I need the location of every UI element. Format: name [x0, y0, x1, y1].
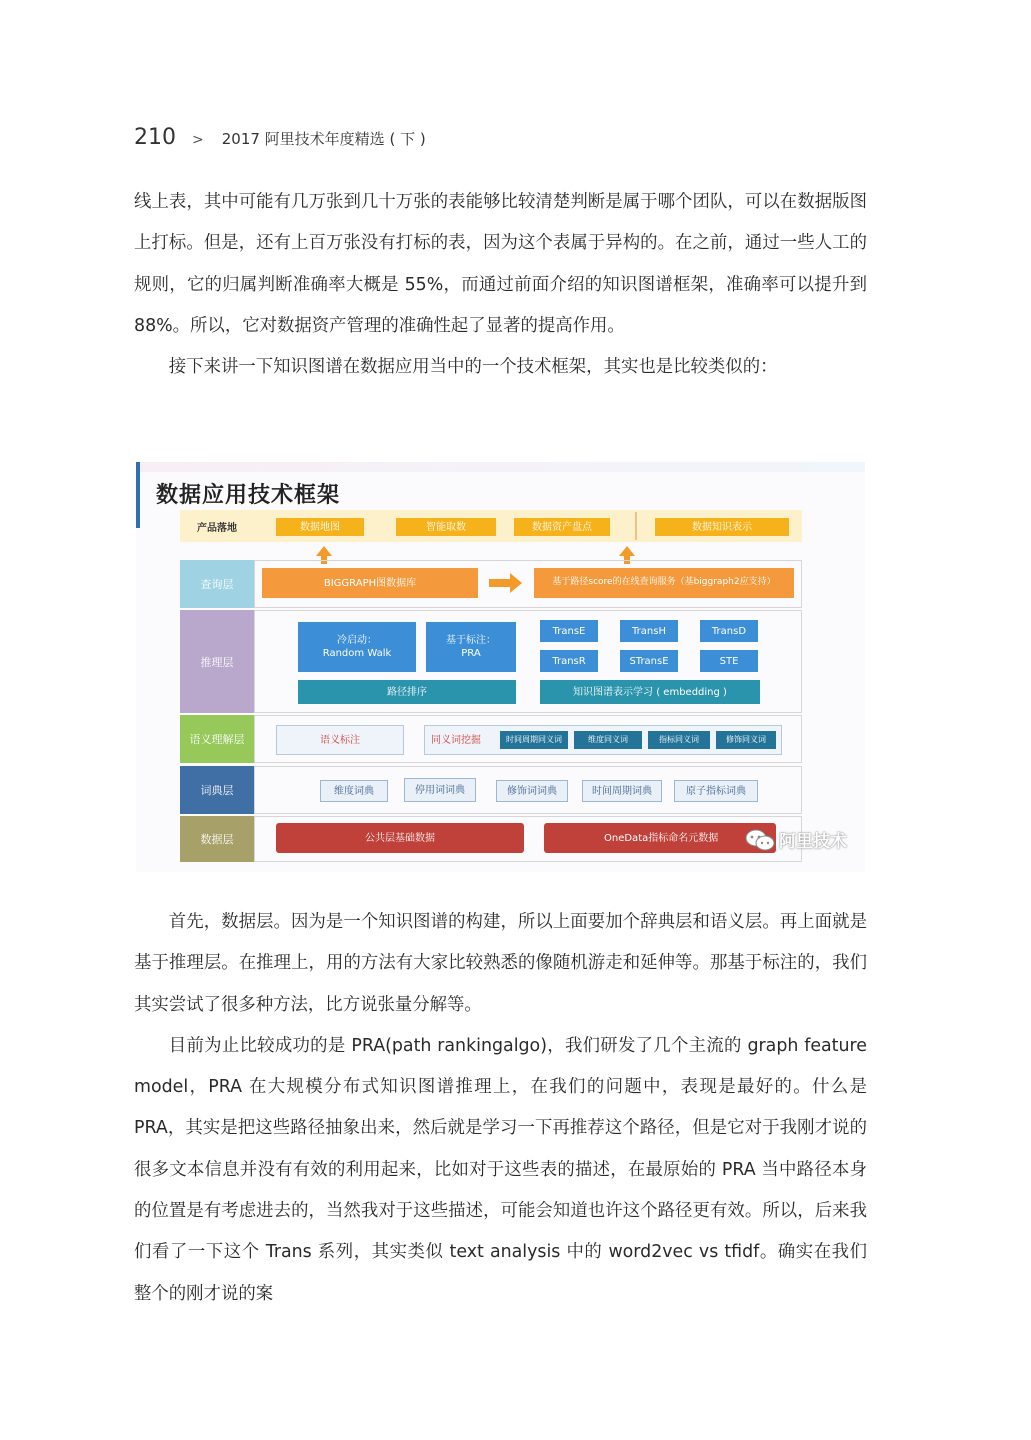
semantic-layer-label: 语义理解层: [180, 715, 254, 763]
dictionary-item: 时间周期词典: [582, 780, 662, 802]
knowledge-graph-embedding: 知识图谱表示学习 ( embedding ): [540, 680, 760, 704]
watermark-text: 阿里技术: [779, 832, 847, 852]
synonym-item: 维度同义词: [574, 731, 642, 749]
dictionary-item: 维度词典: [320, 780, 388, 802]
data-layer-label: 数据层: [180, 816, 254, 862]
product-row: [180, 510, 802, 542]
arrow-right-icon: [510, 573, 522, 593]
dictionary-item: 原子指标词典: [674, 780, 758, 802]
arrow-up-icon: [619, 546, 635, 556]
query-row: [180, 560, 802, 608]
arrow-up-icon: [316, 546, 332, 556]
dictionary-item: 停用词词典: [404, 778, 476, 802]
query-layer-label: 查询层: [180, 560, 254, 608]
body-text-bottom: [134, 902, 867, 1315]
product-divider: [635, 512, 637, 540]
dictionary-layer-label: 词典层: [180, 766, 254, 814]
onedata-metadata: OneData指标命名元数据: [544, 823, 776, 853]
embedding-method: TransR: [540, 650, 598, 672]
page-number: 210: [134, 125, 176, 150]
product-item-knowledge-display: 数据知识表示: [655, 518, 789, 536]
figure-title: 数据应用技术框架: [156, 483, 341, 508]
figure-top-band: [136, 462, 865, 472]
semantic-tagging: 语义标注: [276, 725, 404, 755]
path-sort: 路径排序: [298, 680, 516, 704]
synonym-item: 修饰同义词: [716, 731, 776, 749]
synonym-item: 指标同义词: [648, 731, 710, 749]
paragraph: 线上表，其中可能有几万张到几十万张的表能够比较清楚判断是属于哪个团队，可以在数据版图上打标。但是，还有上百万张没有打标的表，因为这个表属于异构的。在之前，通过一些人工的规则，它的归属判断准确率大概是 55%，而通过前面介绍的知识图谱框架，准确率可以提升到 88%。所以，它对数据资产管理的准确性起了显著的提高作用。: [134, 192, 867, 336]
product-layer-label: 产品落地: [197, 522, 237, 534]
embedding-method: TransH: [620, 620, 678, 642]
figure-accent-bar: [136, 462, 140, 528]
reasoning-layer-label: 推理层: [180, 610, 254, 713]
biggraph-db: BIGGRAPH图数据库: [262, 568, 478, 598]
product-item-asset-inventory: 数据资产盘点: [514, 518, 610, 536]
dictionary-item: 修饰词词典: [496, 780, 568, 802]
data-row: [180, 816, 802, 862]
embedding-method: TransD: [700, 620, 758, 642]
embedding-method: STransE: [620, 650, 678, 672]
embedding-method: STE: [700, 650, 758, 672]
product-item-smart-fetch: 智能取数: [396, 518, 496, 536]
cold-start-random-walk: 冷启动： Random Walk: [298, 622, 416, 672]
dictionary-row: [180, 766, 802, 814]
synonym-mining-label: 同义词挖掘: [431, 734, 481, 746]
watermark: [745, 827, 847, 852]
arrow-right-body: [489, 579, 511, 587]
wechat-icon: [745, 829, 775, 851]
product-item-data-map: 数据地图: [276, 518, 364, 536]
paragraph: 首先，数据层。因为是一个知识图谱的构建，所以上面要加个辞典层和语义层。再上面就是基于推理层。在推理上，用的方法有大家比较熟悉的像随机游走和延伸等。那基于标注的，我们其实尝试了很多种方法，比方说张量分解等。: [134, 912, 867, 1015]
embedding-method: TransE: [540, 620, 598, 642]
reasoning-row: [180, 610, 802, 713]
online-query-service: 基于路径score的在线查询服务（基biggraph2应支持）: [534, 568, 794, 598]
common-base-data: 公共层基础数据: [276, 823, 524, 853]
header-separator: >: [192, 132, 204, 148]
architecture-figure: [136, 462, 865, 872]
paragraph: 接下来讲一下知识图谱在数据应用当中的一个技术框架，其实也是比较类似的：: [168, 357, 778, 378]
book-title: 2017 阿里技术年度精选 ( 下 ): [221, 130, 426, 148]
body-text-top: [134, 182, 867, 388]
synonym-item: 时间周期同义词: [500, 731, 568, 749]
page-header: [134, 125, 426, 150]
semantic-row: [180, 715, 802, 763]
annotation-pra: 基于标注： PRA: [426, 622, 516, 672]
paragraph: 目前为止比较成功的是 PRA(path rankingalgo)，我们研发了几个主流的 graph feature model，PRA 在大规模分布式知识图谱推理上，在我们的问题中，表现是最好的。什么是 PRA，其实是把这些路径抽象出来，然后就是学习一下再推荐这个路径，但是它对于我刚才说的很多文本信息并没有有效的利用起来，比如对于这些表的描述，在最原始的 PRA 当中路径本身的位置是有考虑进去的，当然我对于这些描述，可能会知道也许这个路径更有效。所以，后来我们看了一下这个 Trans 系列，其实类似 text analysis 中的 word2vec vs tfidf。确实在我们整个的刚才说的案: [134, 1035, 867, 1304]
